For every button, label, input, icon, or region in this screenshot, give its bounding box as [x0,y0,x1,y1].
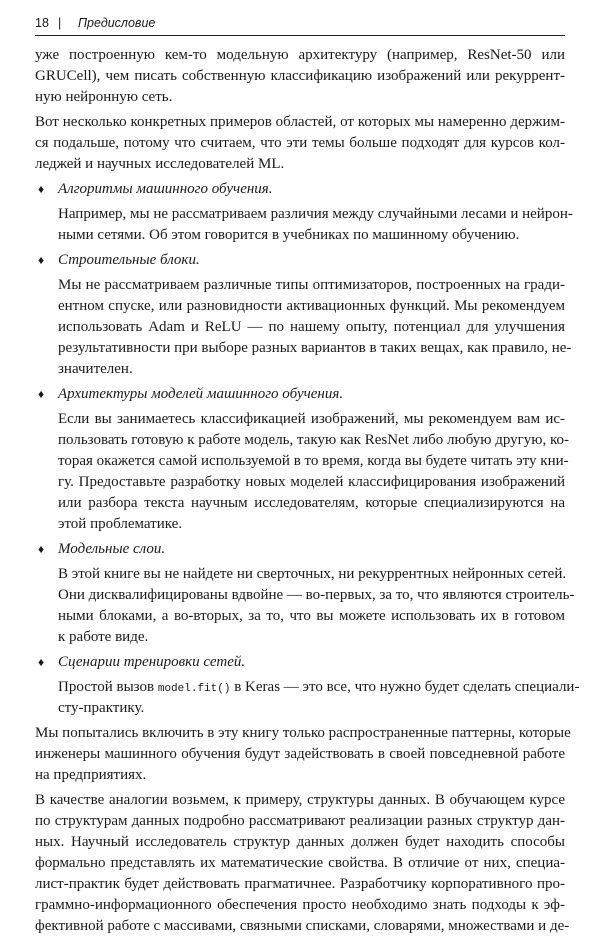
diamond-bullet-icon: ♦ [38,387,45,401]
inline-code: model.fit() [157,683,231,695]
text-line: уже построенную кем-то модельную архитектуру (например, ResNet-50 или [35,47,565,63]
diamond-bullet-icon: ♦ [38,655,45,669]
text-line: граммно-информационного обеспечения просто необходимо знать подходы к эф- [35,897,565,913]
bullet-description [35,409,570,535]
text-line: Мы не рассматриваем различные типы оптимизаторов, построенных на гради- [58,277,565,293]
text-line: к работе виде. [58,629,149,645]
text-line: Например, мы не рассматриваем различия между случайными лесами и нейрон- [58,206,573,222]
text-segment: Простой вызов [58,679,158,695]
text-line: ную нейронную сеть. [35,89,173,105]
text-line: лист-практик будет действовать прагматичнее. Разработчику корпоративного про- [35,876,565,892]
text-line: Вот несколько конкретных примеров областей, от которых мы намеренно держим- [35,114,565,130]
text-line: В качестве аналогии возьмем, к примеру, структуры данных. В обучающем курсе [35,792,565,808]
bullet-heading: Строительные блоки. [58,252,200,268]
text-line: инженеры машинного обучения будут задействовать в своей повседневной работе [35,746,565,762]
text-line: или разбора текста научным исследователям, которые специализируются на [58,495,565,511]
text-line: гу. Предоставьте разработку новых моделей классифицирования изображений [58,474,565,490]
text-line: результативности при выборе разных вариантов в таких вещах, как правило, не- [58,340,572,356]
bullet-heading: Модельные слои. [58,541,166,557]
running-header [35,14,565,36]
text-line: леджей и научных исследователей ML. [35,156,285,172]
bullet-item [35,384,565,405]
text-line: фективной работе с массивами, связными списками, словарями, множествами и де- [35,918,570,934]
bullet-description [35,677,580,719]
text-line: на предприятиях. [35,767,147,783]
bullet-description [35,275,572,380]
text-line: В этой книге вы не найдете ни сверточных, ни рекуррентных нейронных сетей. [58,566,567,582]
page-number: 18 [35,16,49,30]
bullet-heading: Алгоритмы машинного обучения. [58,181,273,197]
section-title: Предисловие [78,16,156,30]
text-line: Если вы занимаетесь классификацией изображений, мы рекомендуем вам ис- [58,411,565,427]
bullet-description [35,204,573,246]
page-body [35,45,580,941]
bullet-heading: Сценарии тренировки сетей. [58,654,246,670]
text-line: значителен. [58,361,133,377]
text-line [58,677,580,698]
diamond-bullet-icon: ♦ [38,253,45,267]
diamond-bullet-icon: ♦ [38,182,45,196]
text-segment: в Keras — это все, что нужно будет сделать специали- [230,679,580,695]
text-line: GRUCell), чем писать собственную классификацию изображений или рекуррент- [35,68,565,84]
text-line: ентном спуске, или разновидности активационных функций. Мы рекомендуем [58,298,565,314]
text-line: Мы попытались включить в эту книгу только распространенные паттерны, которые [35,725,571,741]
paragraph [35,112,565,175]
text-line: формально представлять их математические свойства. В отличие от них, специа- [35,855,565,871]
bullet-item [35,539,565,560]
paragraph [35,790,570,937]
paragraph [35,45,565,108]
paragraph [35,723,571,786]
text-line: ными сетями. Об этом говорится в учебниках по машинному обучению. [58,227,520,243]
bullet-item [35,250,565,271]
text-line: ных. Научный исследователь структур данных должен будет находить способы [35,834,565,850]
text-line: этой проблематике. [58,516,183,532]
text-line: пользовать готовую к работе модель, такую как ResNet либо любую другую, ко- [58,432,570,448]
bullet-description [35,564,575,648]
text-line: использовать Adam и ReLU — по нашему опыту, потенциал для улучшения [58,319,565,335]
text-line: ся подальше, потому что считаем, что эти темы больше подходят для курсов кол- [35,135,565,151]
text-line: Они дисквалифицированы вдвойне — во-первых, за то, что являются строитель- [58,587,575,603]
text-line: по структурам данных подробно рассматривают реализации разных структур дан- [35,813,565,829]
bullet-heading: Архитектуры моделей машинного обучения. [58,386,344,402]
bullet-item [35,652,565,673]
header-separator: | [58,16,62,30]
text-line: ными блоками, а во-вторых, за то, что вы можете использовать их в готовом [58,608,565,624]
text-line: сту-практику. [58,700,145,716]
bullet-item [35,179,565,200]
text-line: торая окажется самой используемой в то время, когда вы будете читать эту кни- [58,453,569,469]
diamond-bullet-icon: ♦ [38,542,45,556]
